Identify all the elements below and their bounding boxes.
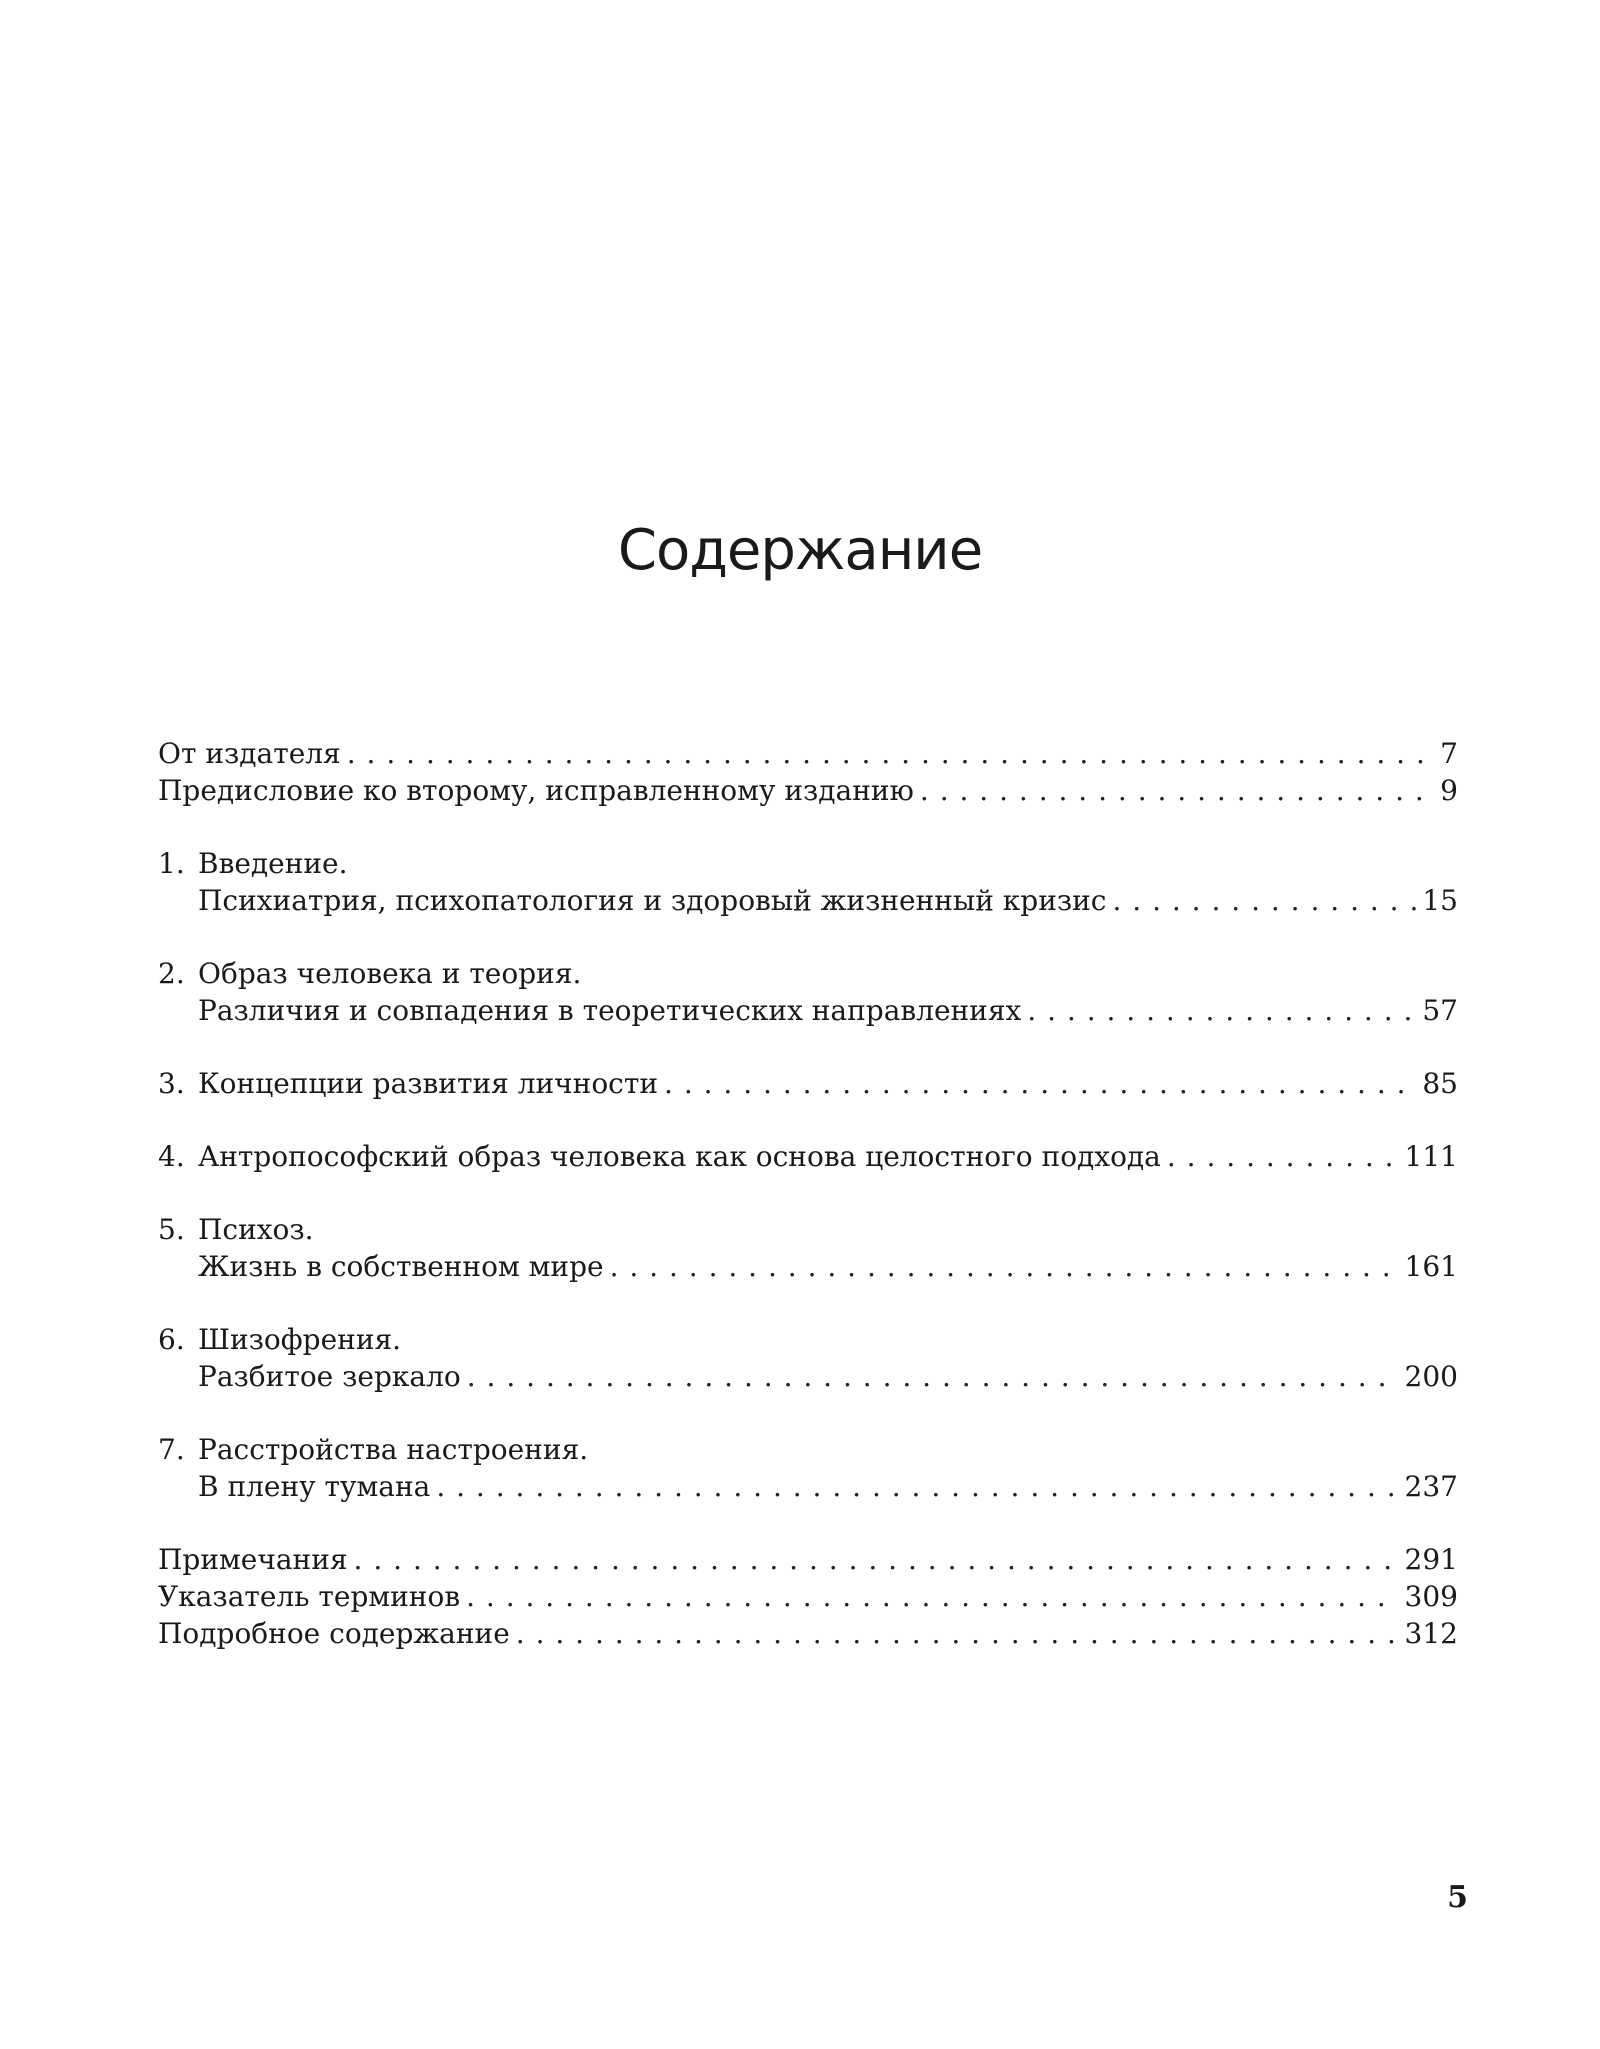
toc-entry-chapter-3[interactable] <box>158 1065 1458 1102</box>
toc-chapter-heading <box>158 1431 1458 1468</box>
dot-leader <box>516 1615 1399 1652</box>
toc-entry-page: 309 <box>1404 1580 1458 1613</box>
dot-leader <box>610 1248 1399 1285</box>
chapter-heading: Введение. <box>198 847 348 880</box>
toc-entry-chapter-6[interactable] <box>158 1358 1458 1395</box>
chapter-number: 4. <box>158 1140 185 1173</box>
toc-entry-detailed-contents[interactable] <box>158 1615 1458 1652</box>
toc-entry-page: 161 <box>1404 1250 1458 1283</box>
dot-leader <box>664 1065 1416 1102</box>
toc-entry-title: От издателя <box>158 737 341 770</box>
toc-entry-page: 57 <box>1422 994 1458 1027</box>
toc-entry-title: Антропософский образ человека как основа целостного подхода <box>198 1140 1161 1173</box>
page-number: 5 <box>1447 1880 1468 1915</box>
dot-leader <box>920 772 1434 809</box>
toc-entry-page: 291 <box>1404 1543 1458 1576</box>
dot-leader <box>1027 992 1416 1029</box>
toc-entry-publisher[interactable] <box>158 735 1458 772</box>
toc-chapter-heading <box>158 955 1458 992</box>
page-title: Содержание <box>617 518 983 583</box>
chapter-heading: Психоз. <box>198 1213 314 1246</box>
dot-leader <box>1167 1138 1399 1175</box>
toc-entry-page: 85 <box>1422 1067 1458 1100</box>
toc-entry-chapter-5[interactable] <box>158 1248 1458 1285</box>
toc-entry-chapter-4[interactable] <box>158 1138 1458 1175</box>
chapter-number: 1. <box>158 847 185 880</box>
toc-chapter-heading <box>158 1211 1458 1248</box>
toc-entry-chapter-1[interactable] <box>158 882 1458 919</box>
chapter-number: 2. <box>158 957 185 990</box>
toc-entry-title: Подробное содержание <box>158 1617 510 1650</box>
toc-entry-index[interactable] <box>158 1578 1458 1615</box>
toc-entry-title: Жизнь в собственном мире <box>198 1250 604 1283</box>
toc-entry-title: Различия и совпадения в теоретических направлениях <box>198 994 1022 1027</box>
toc-entry-title: Концепции развития личности <box>198 1067 659 1100</box>
toc-entry-page: 312 <box>1404 1617 1458 1650</box>
dot-leader <box>354 1541 1399 1578</box>
toc-entry-title: В плену тумана <box>198 1470 431 1503</box>
chapter-number: 7. <box>158 1433 185 1466</box>
toc-entry-page: 9 <box>1440 774 1458 807</box>
toc-entry-chapter-2[interactable] <box>158 992 1458 1029</box>
table-of-contents <box>158 735 1458 1652</box>
dot-leader <box>347 735 1434 772</box>
chapter-number: 5. <box>158 1213 185 1246</box>
toc-entry-page: 15 <box>1422 884 1458 917</box>
toc-entry-title: Указатель терминов <box>158 1580 461 1613</box>
dot-leader <box>1112 882 1416 919</box>
dot-leader <box>436 1468 1398 1505</box>
toc-chapter-heading <box>158 1321 1458 1358</box>
chapter-heading: Расстройства настроения. <box>198 1433 589 1466</box>
toc-entry-notes[interactable] <box>158 1541 1458 1578</box>
dot-leader <box>466 1578 1398 1615</box>
chapter-number: 6. <box>158 1323 185 1356</box>
toc-entry-title: Разбитое зеркало <box>198 1360 461 1393</box>
toc-chapter-heading <box>158 845 1458 882</box>
toc-entry-title: Психиатрия, психопатология и здоровый жизненный кризис <box>198 884 1107 917</box>
chapter-number: 3. <box>158 1067 185 1100</box>
toc-entry-page: 7 <box>1440 737 1458 770</box>
toc-entry-page: 200 <box>1404 1360 1458 1393</box>
chapter-heading: Образ человека и теория. <box>198 957 582 990</box>
chapter-heading: Шизофрения. <box>198 1323 402 1356</box>
toc-entry-page: 237 <box>1404 1470 1458 1503</box>
toc-entry-page: 111 <box>1404 1140 1458 1173</box>
toc-entry-title: Примечания <box>158 1543 348 1576</box>
toc-entry-preface[interactable] <box>158 772 1458 809</box>
dot-leader <box>467 1358 1399 1395</box>
toc-entry-chapter-7[interactable] <box>158 1468 1458 1505</box>
toc-entry-title: Предисловие ко второму, исправленному изданию <box>158 774 914 807</box>
